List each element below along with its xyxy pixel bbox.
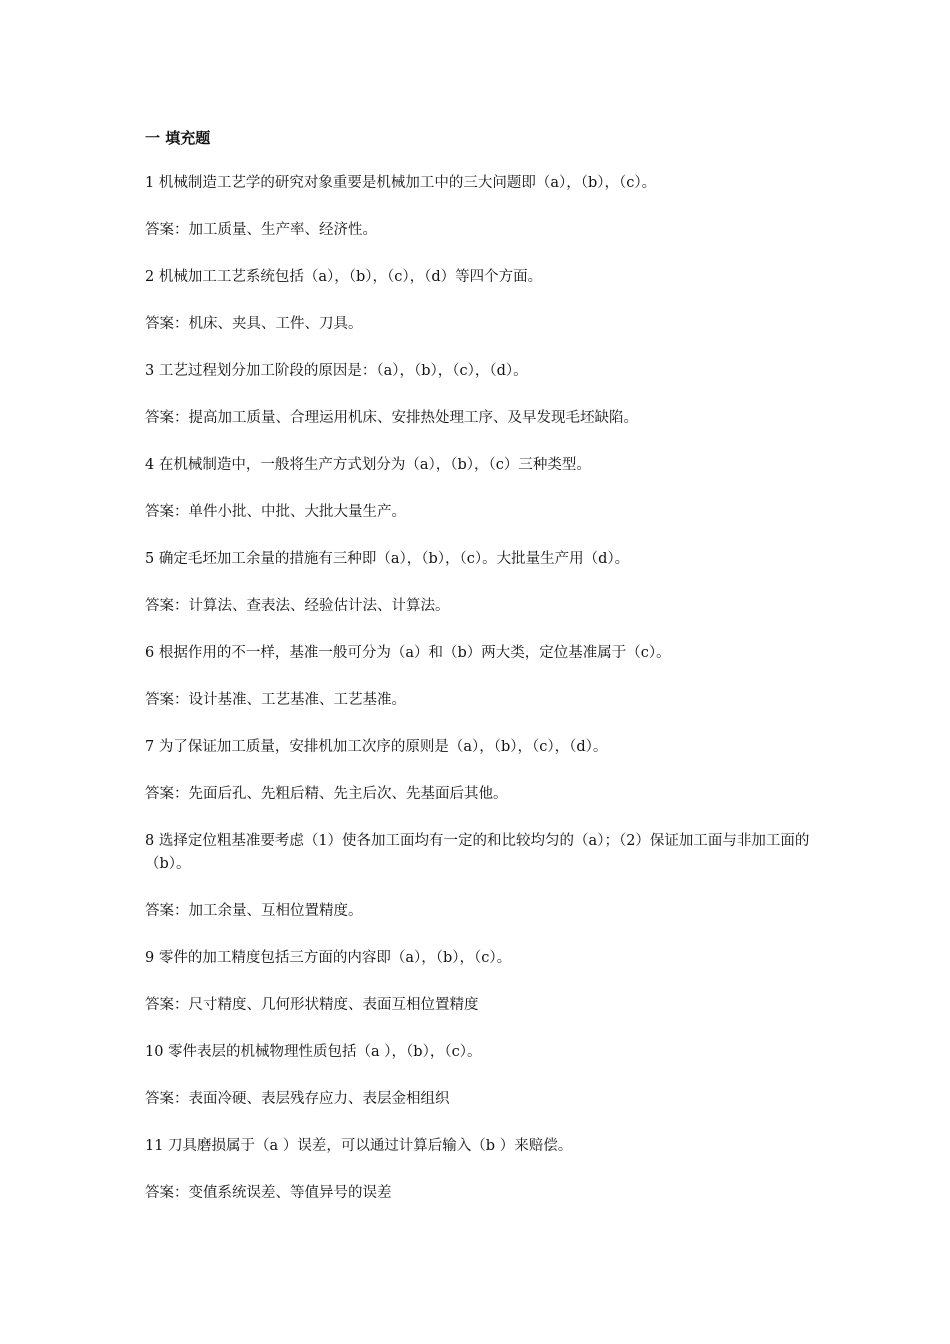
qa-item-2 <box>145 266 815 336</box>
qa-item-7 <box>145 736 815 806</box>
question-text: 8 选择定位粗基准要考虑（1）使各加工面均有一定的和比较均匀的（a）；（2）保证加工面与非加工面的（b）。 <box>145 833 810 872</box>
answer-text: 答案：设计基准、工艺基准、工艺基准。 <box>145 692 406 708</box>
answer-text: 答案：单件小批、中批、大批大量生产。 <box>145 504 406 520</box>
qa-item-10 <box>145 1041 815 1111</box>
question-text: 1 机械制造工艺学的研究对象重要是机械加工中的三大问题即（a），（b），（c）。 <box>145 175 657 191</box>
qa-item-4 <box>145 454 815 524</box>
answer-text: 答案：计算法、查表法、经验估计法、计算法。 <box>145 598 450 614</box>
section-title: 一 填充题 <box>145 129 211 147</box>
qa-item-3 <box>145 360 815 430</box>
question-text: 10 零件表层的机械物理性质包括（a ），（b），（c）。 <box>145 1044 482 1060</box>
qa-item-9 <box>145 947 815 1017</box>
qa-item-1 <box>145 172 815 242</box>
answer-text: 答案：表面冷硬、表层残存应力、表层金相组织 <box>145 1091 450 1107</box>
qa-item-8 <box>145 830 815 923</box>
question-text: 4 在机械制造中，一般将生产方式划分为（a），（b），（c）三种类型。 <box>145 457 591 473</box>
document-page <box>145 126 815 1229</box>
qa-item-11 <box>145 1135 815 1205</box>
answer-text: 答案：先面后孔、先粗后精、先主后次、先基面后其他。 <box>145 786 508 802</box>
question-text: 11 刀具磨损属于（a ）误差，可以通过计算后输入（b ）来赔偿。 <box>145 1138 573 1154</box>
question-text: 3 工艺过程划分加工阶段的原因是：（a），（b），（c），（d）。 <box>145 363 528 379</box>
answer-text: 答案：加工质量、生产率、经济性。 <box>145 222 377 238</box>
question-text: 6 根据作用的不一样，基准一般可分为（a）和（b）两大类，定位基准属于（c）。 <box>145 645 671 661</box>
answer-text: 答案：机床、夹具、工件、刀具。 <box>145 316 363 332</box>
answer-text: 答案：加工余量、互相位置精度。 <box>145 903 363 919</box>
question-text: 2 机械加工工艺系统包括（a），（b），（c），（d）等四个方面。 <box>145 269 543 285</box>
answer-text: 答案：尺寸精度、几何形状精度、表面互相位置精度 <box>145 997 479 1013</box>
answer-text: 答案：提高加工质量、合理运用机床、安排热处理工序、及早发现毛坯缺陷。 <box>145 410 638 426</box>
question-text: 7 为了保证加工质量，安排机加工次序的原则是（a），（b），（c），（d）。 <box>145 739 608 755</box>
qa-item-6 <box>145 642 815 712</box>
qa-item-5 <box>145 548 815 618</box>
answer-text: 答案：变值系统误差、等值异号的误差 <box>145 1185 392 1201</box>
question-text: 5 确定毛坯加工余量的措施有三种即（a），（b），（c）。大批量生产用（d）。 <box>145 551 630 567</box>
question-text: 9 零件的加工精度包括三方面的内容即（a），（b），（c）。 <box>145 950 512 966</box>
